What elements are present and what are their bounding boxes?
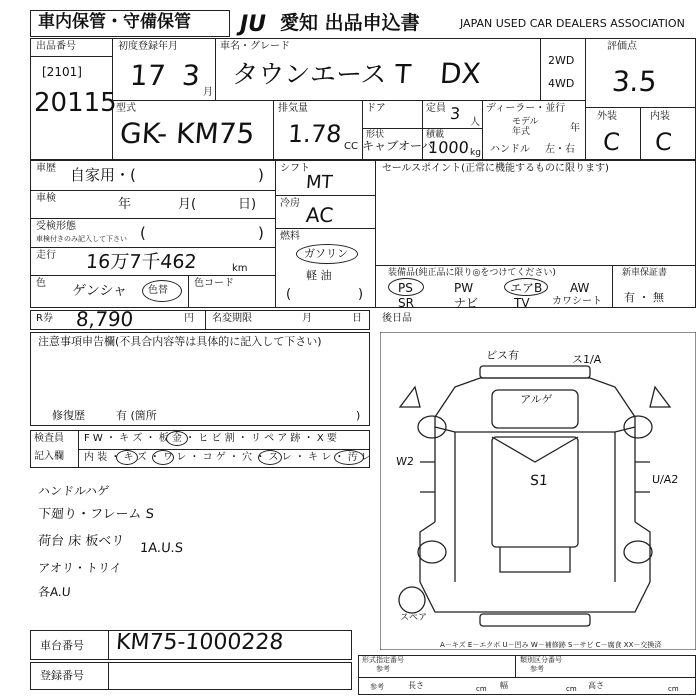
checker-label: 検査員 bbox=[34, 433, 64, 444]
note-line-1: ハンドルハゲ bbox=[37, 484, 110, 498]
fw-row: F W ・ キ ズ ・ 板 金 ・ ヒ ビ 割 ・ リ ペ ア 跡 ・ X 要 bbox=[84, 433, 337, 444]
warranty-label: 新車保証書 bbox=[622, 268, 668, 278]
shape-label: 形状 bbox=[366, 130, 385, 140]
registration-label: 登録番号 bbox=[40, 669, 84, 682]
damage-legend: A－キズ E－エクボ U－凹み W－補修跡 S－サビ C－腐食 XX－交換済 bbox=[440, 641, 662, 649]
handle-label: ハンドル bbox=[490, 144, 530, 155]
length-label: 長さ bbox=[408, 681, 424, 690]
shift: MT bbox=[305, 172, 334, 193]
first-registration-label: 初度登録年月 bbox=[118, 41, 178, 52]
history-label: 車歴 bbox=[36, 163, 56, 174]
capacity-unit: 人 bbox=[470, 117, 480, 128]
mark-circle-4 bbox=[258, 450, 282, 465]
door-label: ドア bbox=[366, 103, 386, 114]
history-close: ) bbox=[258, 166, 264, 184]
note-line-2: 下廻り・フレーム S bbox=[37, 507, 155, 522]
equip-seat: カワシート bbox=[552, 296, 602, 307]
model-code: GK- KM75 bbox=[118, 117, 256, 150]
exterior-grade: C bbox=[602, 128, 621, 156]
rename-label: 名変期限 bbox=[212, 313, 252, 324]
displacement: 1.78 bbox=[287, 120, 343, 148]
note-line-3-extra: 1A.U.S bbox=[139, 541, 184, 556]
post-delivery-label: 後日品 bbox=[382, 313, 412, 324]
warranty: 有 ・ 無 bbox=[624, 291, 664, 304]
width-cm: cm bbox=[566, 685, 577, 693]
lot-number: 20115 bbox=[34, 88, 117, 118]
mark-circle-5 bbox=[334, 450, 364, 465]
chassis-label: 車台番号 bbox=[40, 639, 84, 652]
first-registration-month: 3 bbox=[180, 59, 202, 92]
equip-sr: SR bbox=[398, 296, 414, 310]
equip-pw: PW bbox=[454, 281, 474, 295]
interior-row: 内 装 ・ キ ズ ・ ワ レ ・ コ ゲ ・ 穴 ・ ス レ ・ キ レ ・ 汚 レ bbox=[84, 452, 371, 463]
capacity-label: 定員 bbox=[426, 103, 446, 114]
equip-ps-circle bbox=[388, 278, 424, 296]
recycle-label: R券 bbox=[36, 313, 53, 324]
load-label: 積載 bbox=[426, 130, 445, 140]
rename-day: 日 bbox=[352, 313, 362, 324]
note-line-5: 各A.U bbox=[37, 585, 72, 599]
car-grade: DX bbox=[438, 57, 482, 90]
receive-open: ( bbox=[140, 224, 146, 242]
drive-2wd: 2WD bbox=[548, 54, 575, 67]
fuel: ガソリン bbox=[304, 247, 348, 260]
handle-side: 左・右 bbox=[545, 144, 575, 155]
mileage: 16万7千462 bbox=[85, 251, 198, 273]
evaluation-label: 評価点 bbox=[607, 41, 637, 52]
equip-navi: ナビ bbox=[454, 296, 479, 310]
lot-number-small: [2101] bbox=[42, 65, 82, 79]
diagram-mark-roof: アルゲ bbox=[519, 393, 553, 406]
equipment-label: 装備品(純正品に限り◎をつけてください) bbox=[388, 268, 556, 278]
km-unit: km bbox=[232, 263, 248, 274]
receive-label: 受検形態 bbox=[36, 221, 76, 232]
repair-close: ) bbox=[356, 409, 361, 422]
width-label: 幅 bbox=[500, 681, 508, 690]
equip-tv: TV bbox=[514, 296, 530, 310]
repair-label: 修復歴 bbox=[52, 409, 85, 422]
note-line-3: 荷台 床 板ベリ bbox=[37, 534, 125, 549]
diagram-mark-top: ビス有 bbox=[485, 349, 520, 362]
lot-number-label: 出品番号 bbox=[36, 41, 76, 52]
load-capacity: 1000 bbox=[427, 138, 470, 157]
length-cm: cm bbox=[476, 685, 487, 693]
sales-point-label: セールスポイント(正常に機能するものに限ります) bbox=[382, 163, 609, 174]
fuel-close: ) bbox=[358, 287, 364, 302]
month-unit: 月 bbox=[203, 87, 213, 98]
class-label-2: 参考 bbox=[530, 665, 544, 673]
equip-airbag-circle bbox=[504, 278, 548, 296]
color-code-label: 色コード bbox=[194, 278, 234, 289]
spec-label-2: 参考 bbox=[376, 665, 390, 673]
displacement-label: 排気量 bbox=[278, 103, 308, 114]
interior-grade: C bbox=[654, 128, 673, 156]
repair-value: 有 (箇所 bbox=[116, 409, 157, 422]
form-title: 愛知 出品申込書 bbox=[280, 12, 420, 34]
shift-label: シフト bbox=[280, 163, 310, 174]
ac: AC bbox=[305, 203, 335, 227]
note-line-4: アオリ・トリイ bbox=[37, 561, 123, 575]
equip-ps: PS bbox=[398, 281, 413, 295]
color: ゲンシャ bbox=[71, 283, 128, 299]
color-change: 色替 bbox=[148, 285, 168, 296]
height-label: 高さ bbox=[588, 681, 604, 690]
mileage-label: 走行 bbox=[36, 250, 56, 261]
diagram-mark-center: S1 bbox=[529, 473, 549, 489]
diagram-mark-right: U/A2 bbox=[651, 473, 679, 486]
fuel-open: ( bbox=[286, 287, 292, 302]
car-name-label: 車名・グレード bbox=[220, 41, 290, 52]
mark-circle-3 bbox=[152, 450, 174, 465]
exterior-label: 外装 bbox=[597, 111, 617, 122]
inspection-year: 年 bbox=[118, 197, 132, 212]
storage-label: 車内保管・守備保管 bbox=[38, 12, 191, 32]
drive-4wd: 4WD bbox=[548, 77, 575, 90]
kg-unit: kg bbox=[470, 148, 481, 158]
mark-circle-2 bbox=[116, 450, 138, 465]
evaluation-score: 3.5 bbox=[610, 65, 658, 98]
recycle-value: 8,790 bbox=[75, 307, 135, 331]
cc-unit: CC bbox=[344, 141, 358, 152]
dealer-label: ディーラー・並行 bbox=[486, 103, 566, 114]
equip-airbag: エアB bbox=[510, 281, 543, 295]
chassis-number: KM75-1000228 bbox=[115, 630, 285, 655]
ju-logo: JU bbox=[240, 12, 267, 37]
first-registration-year: 17 bbox=[128, 59, 167, 92]
model-year-label1: モデル bbox=[512, 117, 539, 127]
diagram-mark-left: W2 bbox=[395, 455, 415, 468]
association-name: JAPAN USED CAR DEALERS ASSOCIATION bbox=[460, 17, 685, 30]
inspection-day: 日) bbox=[238, 197, 257, 212]
inspection-label: 車検 bbox=[36, 193, 56, 204]
yen-unit: 円 bbox=[184, 313, 194, 324]
body-shape: キャブオーバ bbox=[361, 139, 434, 153]
color-label: 色 bbox=[36, 278, 46, 289]
model-year-label2: 年式 bbox=[512, 127, 531, 137]
interior-label: 内装 bbox=[650, 111, 670, 122]
spec-label-1: 形式指定番号 bbox=[362, 656, 404, 664]
rename-month: 月 bbox=[302, 313, 312, 324]
spare-label: スペア bbox=[400, 613, 428, 623]
ac-label: 冷房 bbox=[280, 198, 300, 209]
diagram-mark-top2: ス1/A bbox=[571, 353, 602, 366]
vehicle-diagram bbox=[380, 332, 696, 650]
year-unit: 年 bbox=[570, 123, 580, 134]
capacity: 3 bbox=[449, 104, 461, 123]
fuel-label: 燃料 bbox=[280, 231, 300, 242]
mark-circle-1 bbox=[166, 431, 188, 446]
inspection-month: 月( bbox=[178, 197, 197, 212]
model-label: 型式 bbox=[116, 103, 136, 114]
entry-label: 記入欄 bbox=[34, 451, 64, 462]
height-cm: cm bbox=[668, 685, 679, 693]
receive-close: ) bbox=[258, 224, 264, 242]
equip-aw: AW bbox=[570, 281, 590, 295]
receive-note: 車検付きのみ記入して下さい bbox=[36, 235, 127, 243]
fuel-alt: 軽 油 bbox=[306, 269, 332, 282]
class-label-1: 類別区分番号 bbox=[520, 656, 562, 664]
notes-label: 注意事項申告欄(不具合内容等は具体的に記入して下さい) bbox=[38, 335, 322, 348]
car-name: タウンエース T bbox=[230, 60, 412, 90]
history-value: 自家用・( bbox=[70, 166, 136, 184]
ref-label: 参考 bbox=[370, 683, 384, 691]
